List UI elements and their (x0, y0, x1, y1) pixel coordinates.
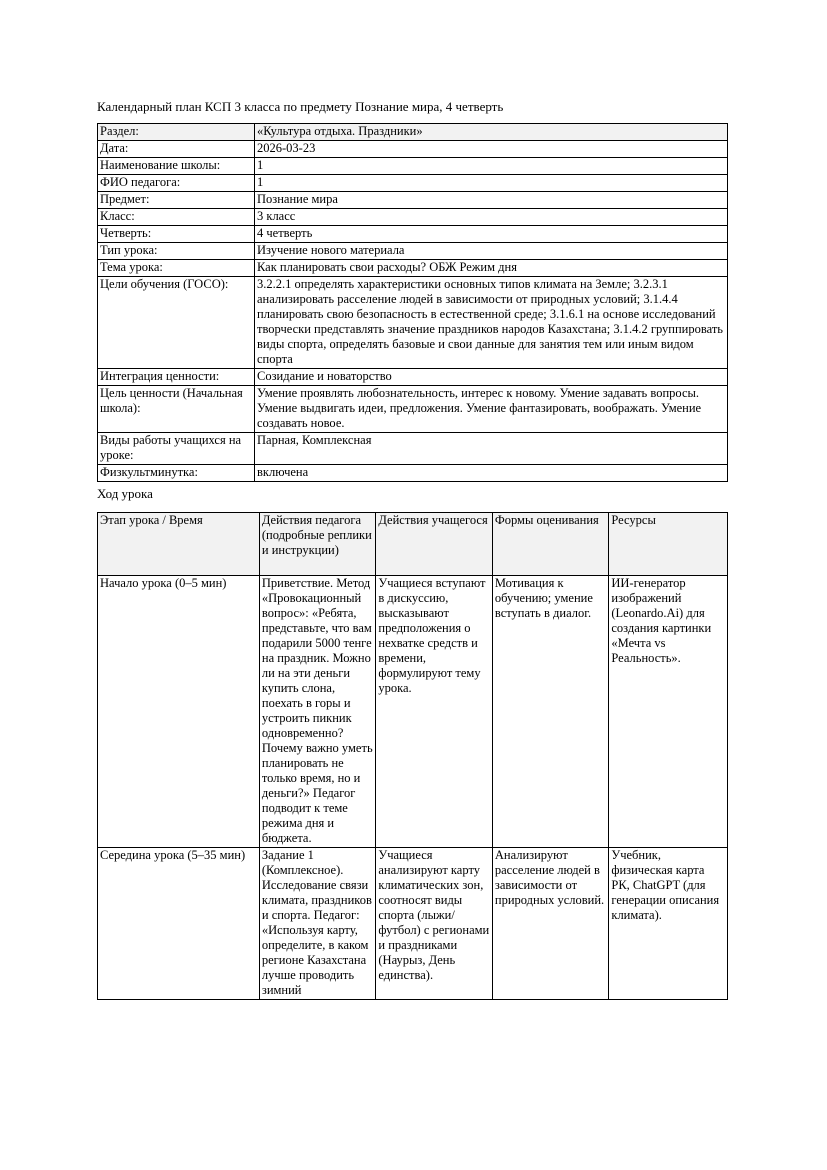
row-value: 3 класс (255, 209, 728, 226)
row-label: Класс: (98, 209, 255, 226)
row-value: 3.2.2.1 определять характеристики основных типов климата на Земле; 3.2.3.1 анализировать расселение людей в зависимости от природных условий; 3.1.4.4 планировать свою безопасность в естественной среде; 3.1.6.1 на основе исследований творчески представлять значение праздников народов Казахстана; 3.1.4.2 группировать виды спорта, определять базовые и свои данные для занятия тем или иным видом спорта (255, 277, 728, 369)
table-row (98, 369, 728, 386)
row-value: 4 четверть (255, 226, 728, 243)
row-value: Созидание и новаторство (255, 369, 728, 386)
assessment-cell: Анализируют расселение людей в зависимости от природных условий. (492, 848, 609, 1000)
table-row (98, 433, 728, 465)
table-row (98, 192, 728, 209)
document-content (97, 99, 728, 1000)
row-label: Физкультминутка: (98, 465, 255, 482)
table-row (98, 386, 728, 433)
teacher-actions-cell: Задание 1 (Комплексное). Исследование связи климата, праздников и спорта. Педагог: «Используя карту, определите, в каком регионе Казахстана лучше проводить зимний (259, 848, 376, 1000)
lesson-flow-table (97, 512, 728, 1000)
row-value: 1 (255, 158, 728, 175)
table-header-row (98, 513, 728, 576)
page-title: Календарный план КСП 3 класса по предмету Познание мира, 4 четверть (97, 99, 504, 114)
table-row (98, 124, 728, 141)
table-row (98, 226, 728, 243)
column-header-stage: Этап урока / Время (98, 513, 260, 576)
row-value: «Культура отдыха. Праздники» (255, 124, 728, 141)
table-row (98, 576, 728, 848)
column-header-assessment: Формы оценивания (492, 513, 609, 576)
column-header-teacher: Действия педагога (подробные реплики и инструкции) (259, 513, 376, 576)
column-header-resources: Ресурсы (609, 513, 728, 576)
row-label: ФИО педагога: (98, 175, 255, 192)
row-label: Четверть: (98, 226, 255, 243)
row-label: Дата: (98, 141, 255, 158)
row-value: включена (255, 465, 728, 482)
row-label: Виды работы учащихся на уроке: (98, 433, 255, 465)
student-actions-cell: Учащиеся анализируют карту климатических зон, соотносят виды спорта (лыжи/футбол) с регионами и праздниками (Наурыз, День единства). (376, 848, 493, 1000)
row-value: 1 (255, 175, 728, 192)
row-value: Познание мира (255, 192, 728, 209)
table-row (98, 465, 728, 482)
row-label: Тип урока: (98, 243, 255, 260)
table-row (98, 277, 728, 369)
row-label: Цели обучения (ГОСО): (98, 277, 255, 369)
row-value: 2026-03-23 (255, 141, 728, 158)
resources-cell: Учебник, физическая карта РК, ChatGPT (для генерации описания климата). (609, 848, 728, 1000)
row-label: Предмет: (98, 192, 255, 209)
row-value: Как планировать свои расходы? ОБЖ Режим дня (255, 260, 728, 277)
lesson-info-table (97, 123, 728, 482)
row-label: Наименование школы: (98, 158, 255, 175)
table-row (98, 848, 728, 1000)
row-value: Парная, Комплексная (255, 433, 728, 465)
row-value: Изучение нового материала (255, 243, 728, 260)
row-value: Умение проявлять любознательность, интерес к новому. Умение задавать вопросы. Умение выдвигать идеи, предложения. Умение фантазировать, воображать. Умение создавать новое. (255, 386, 728, 433)
assessment-cell: Мотивация к обучению; умение вступать в диалог. (492, 576, 609, 848)
table-row (98, 243, 728, 260)
table-row (98, 141, 728, 158)
resources-cell: ИИ-генератор изображений (Leonardo.Ai) для создания картинки «Мечта vs Реальность». (609, 576, 728, 848)
stage-cell: Середина урока (5–35 мин) (98, 848, 260, 1000)
table-row (98, 209, 728, 226)
row-label: Цель ценности (Начальная школа): (98, 386, 255, 433)
teacher-actions-cell: Приветствие. Метод «Провокационный вопрос»: «Ребята, представьте, что вам подарили 5000 тенге на праздник. Можно ли на эти деньги купить слона, поехать в горы и устроить пикник одновременно? Почему важно уметь планировать не только время, но и деньги?» Педагог подводит к теме режима дня и бюджета. (259, 576, 376, 848)
column-header-student: Действия учащегося (376, 513, 493, 576)
table-row (98, 260, 728, 277)
student-actions-cell: Учащиеся вступают в дискуссию, высказывают предположения о нехватке средств и времени, формулируют тему урока. (376, 576, 493, 848)
table-row (98, 158, 728, 175)
section-heading: Ход урока (97, 486, 153, 501)
row-label: Тема урока: (98, 260, 255, 277)
stage-cell: Начало урока (0–5 мин) (98, 576, 260, 848)
row-label: Раздел: (98, 124, 255, 141)
table-row (98, 175, 728, 192)
row-label: Интеграция ценности: (98, 369, 255, 386)
